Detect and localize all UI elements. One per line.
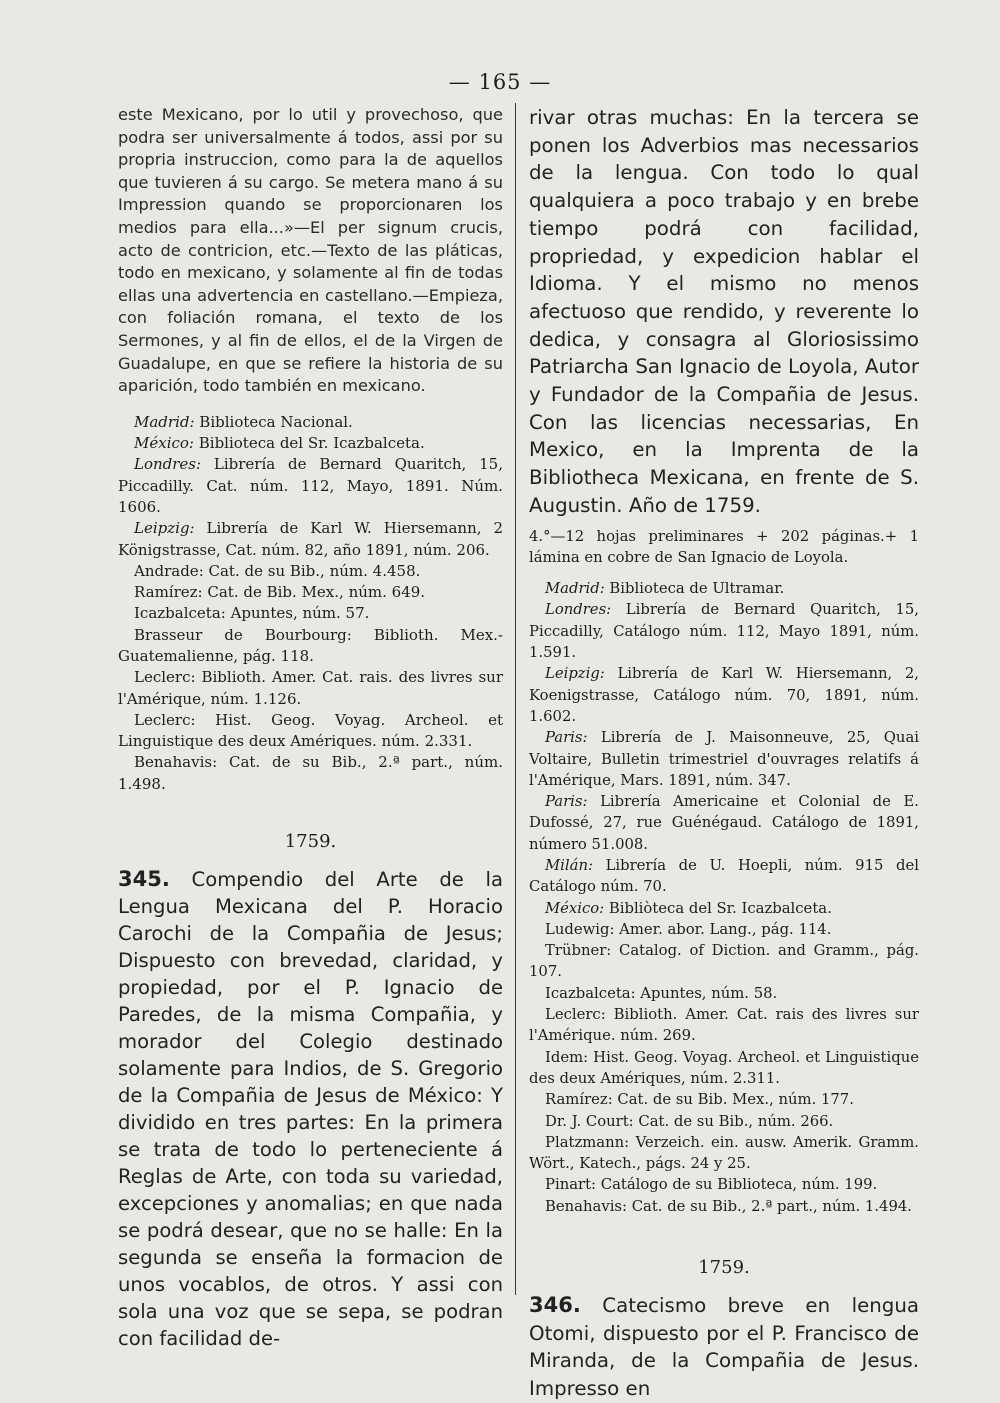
reference-item: Icazbalceta: Apuntes, núm. 58. <box>545 984 778 1002</box>
right-references <box>529 578 919 1217</box>
reference-item: Leclerc: Biblioth. Amer. Cat. rais des livres sur l'Amérique. núm. 269. <box>529 1006 919 1045</box>
reference-item: Icazbalceta: Apuntes, núm. 57. <box>134 604 370 623</box>
year-heading: 1759. <box>698 1257 750 1279</box>
entry-346 <box>529 1292 919 1403</box>
reference-item: México: Bibliòteca del Sr. Icazbalceta. <box>545 899 832 917</box>
reference-item: Leclerc: Hist. Geog. Voyag. Archeol. et Linguistique des deux Amériques. núm. 2.331. <box>118 710 503 751</box>
reference-item: Madrid: Biblioteca de Ultramar. <box>545 580 785 598</box>
reference-item: Idem: Hist. Geog. Voyag. Archeol. et Linguistique des deux Amériques, núm. 2.311. <box>529 1048 919 1087</box>
entry-number: 345. <box>118 867 170 892</box>
entry-text: Catecismo breve en lengua Otomi, dispuesto por el P. Francisco de Miranda, de la Compañia de Jesus. Impresso en <box>529 1294 919 1401</box>
entry-number: 346. <box>529 1293 581 1318</box>
reference-item: Platzmann: Verzeich. ein. ausw. Amerik. Gramm. Wört., Katech., págs. 24 y 25. <box>529 1133 919 1173</box>
page-number: — 165 — <box>448 70 552 94</box>
collation: 4.°—12 hojas preliminares + 202 páginas.+ 1 lámina en cobre de San Ignacio de Loyola. <box>529 527 919 566</box>
reference-item: Paris: Librería de J. Maisonneuve, 25, Quai Voltaire, Bulletin trimestriel d'ouvrages relatifs á l'Amérique, Mars. 1891, núm. 347. <box>529 729 919 789</box>
reference-item: Londres: Librería de Bernard Quaritch, 15, Piccadilly. Cat. núm. 112, Mayo, 1891. Núm. 1606. <box>118 455 503 516</box>
entry-345-continuation: rivar otras muchas: En la tercera se ponen los Adverbios mas necessarios de la lengua. Con todo lo qual qualquiera a poco trabajo y en brebe tiempo podrá con facilidad, propriedad, y expedicion hablar el Idioma. Y el mismo no menos afectuoso que rendido, y reverente lo dedica, y consagra al Gloriosissimo Patriarcha San Ignacio de Loyola, Autor y Fundador de la Compañia de Jesus. Con las licencias necessarias, En Mexico, en la Imprenta de la Bibliotheca Mexicana, en frente de S. Augustin. Año de 1759. <box>529 106 919 517</box>
reference-item: Ramírez: Cat. de Bib. Mex., núm. 649. <box>134 583 426 602</box>
reference-item: Milán: Librería de U. Hoepli, núm. 915 del Catálogo núm. 70. <box>529 857 919 896</box>
entry-text: Compendio del Arte de la Lengua Mexicana del P. Horacio Carochi de la Compañia de Jesus; Dispuesto con brevedad, claridad, y propiedad, por el P. Ignacio de Paredes, de la misma Compañia, y morador del Colegio destinado solamente para Indios, de S. Gregorio de la Compañia de Jesus de México: Y dividido en tres partes: En la primera se trata de todo lo perteneciente á Reglas de Arte, con toda su variedad, excepciones y anomalias; en que nada se podrá desear, que no se halle: En la segunda se enseña la formacion de unos vocablos, de otros. Y assi con sola una voz que se sepa, se podran con facilidad de- <box>118 868 503 1351</box>
left-column <box>118 104 503 1352</box>
column-divider <box>515 103 516 1295</box>
reference-item: Andrade: Cat. de su Bib., núm. 4.458. <box>134 561 421 580</box>
reference-item: Leipzig: Librería de Karl W. Hiersemann, 2 Königstrasse, Cat. núm. 82, año 1891, núm. 206. <box>118 519 503 559</box>
reference-item: Leipzig: Librería de Karl W. Hiersemann, 2, Koenigstrasse, Catálogo núm. 70, 1891, núm. 1.602. <box>529 665 919 725</box>
reference-item: Benahavis: Cat. de su Bib., 2.ª part., núm. 1.498. <box>118 753 503 793</box>
reference-item: Ramírez: Cat. de su Bib. Mex., núm. 177. <box>545 1091 854 1109</box>
reference-item: Paris: Librería Americaine et Colonial de E. Dufossé, 27, rue Guénégaud. Catálogo de 1891, número 51.008. <box>529 793 919 853</box>
reference-item: Pinart: Catálogo de su Biblioteca, núm. 199. <box>545 1176 878 1194</box>
year-heading: 1759. <box>284 831 337 853</box>
reference-item: Benahavis: Cat. de su Bib., 2.ª part., núm. 1.494. <box>545 1197 912 1215</box>
entry-344-description: este Mexicano, por lo util y provechoso, que podra ser universalmente á todos, assi por su propria instruccion, como para la de aquellos que tuvieren á su cargo. Se metera mano á su Impression quando se proporcionaren los medios para ella...»—El per signum crucis, acto de contricion, etc.—Texto de las pláticas, todo en mexicano, y solamente al fin de todas ellas una advertencia en castellano.—Empieza, con foliación romana, el texto de los Sermones, y al fin de ellos, el de la Virgen de Guadalupe, en que se refiere la historia de su aparición, todo también en mexicano. <box>118 105 503 396</box>
left-references <box>118 412 503 795</box>
reference-item: Leclerc: Biblioth. Amer. Cat. rais. des livres sur l'Amérique, núm. 1.126. <box>118 668 503 708</box>
reference-item: Madrid: Biblioteca Nacional. <box>134 412 353 431</box>
right-column <box>529 104 919 1403</box>
reference-item: Londres: Librería de Bernard Quaritch, 15, Piccadilly, Catálogo núm. 112, Mayo 1891, núm. 1.591. <box>529 601 919 662</box>
entry-345 <box>118 866 503 1352</box>
reference-item: Ludewig: Amer. abor. Lang., pág. 114. <box>545 920 832 938</box>
reference-item: Dr. J. Court: Cat. de su Bib., núm. 266. <box>545 1112 834 1130</box>
reference-item: México: Biblioteca del Sr. Icazbalceta. <box>134 434 425 453</box>
reference-item: Trübner: Catalog. of Diction. and Gramm., pág. 107. <box>529 942 919 981</box>
reference-item: Brasseur de Bourbourg: Biblioth. Mex.-Guatemalienne, pág. 118. <box>118 625 503 665</box>
